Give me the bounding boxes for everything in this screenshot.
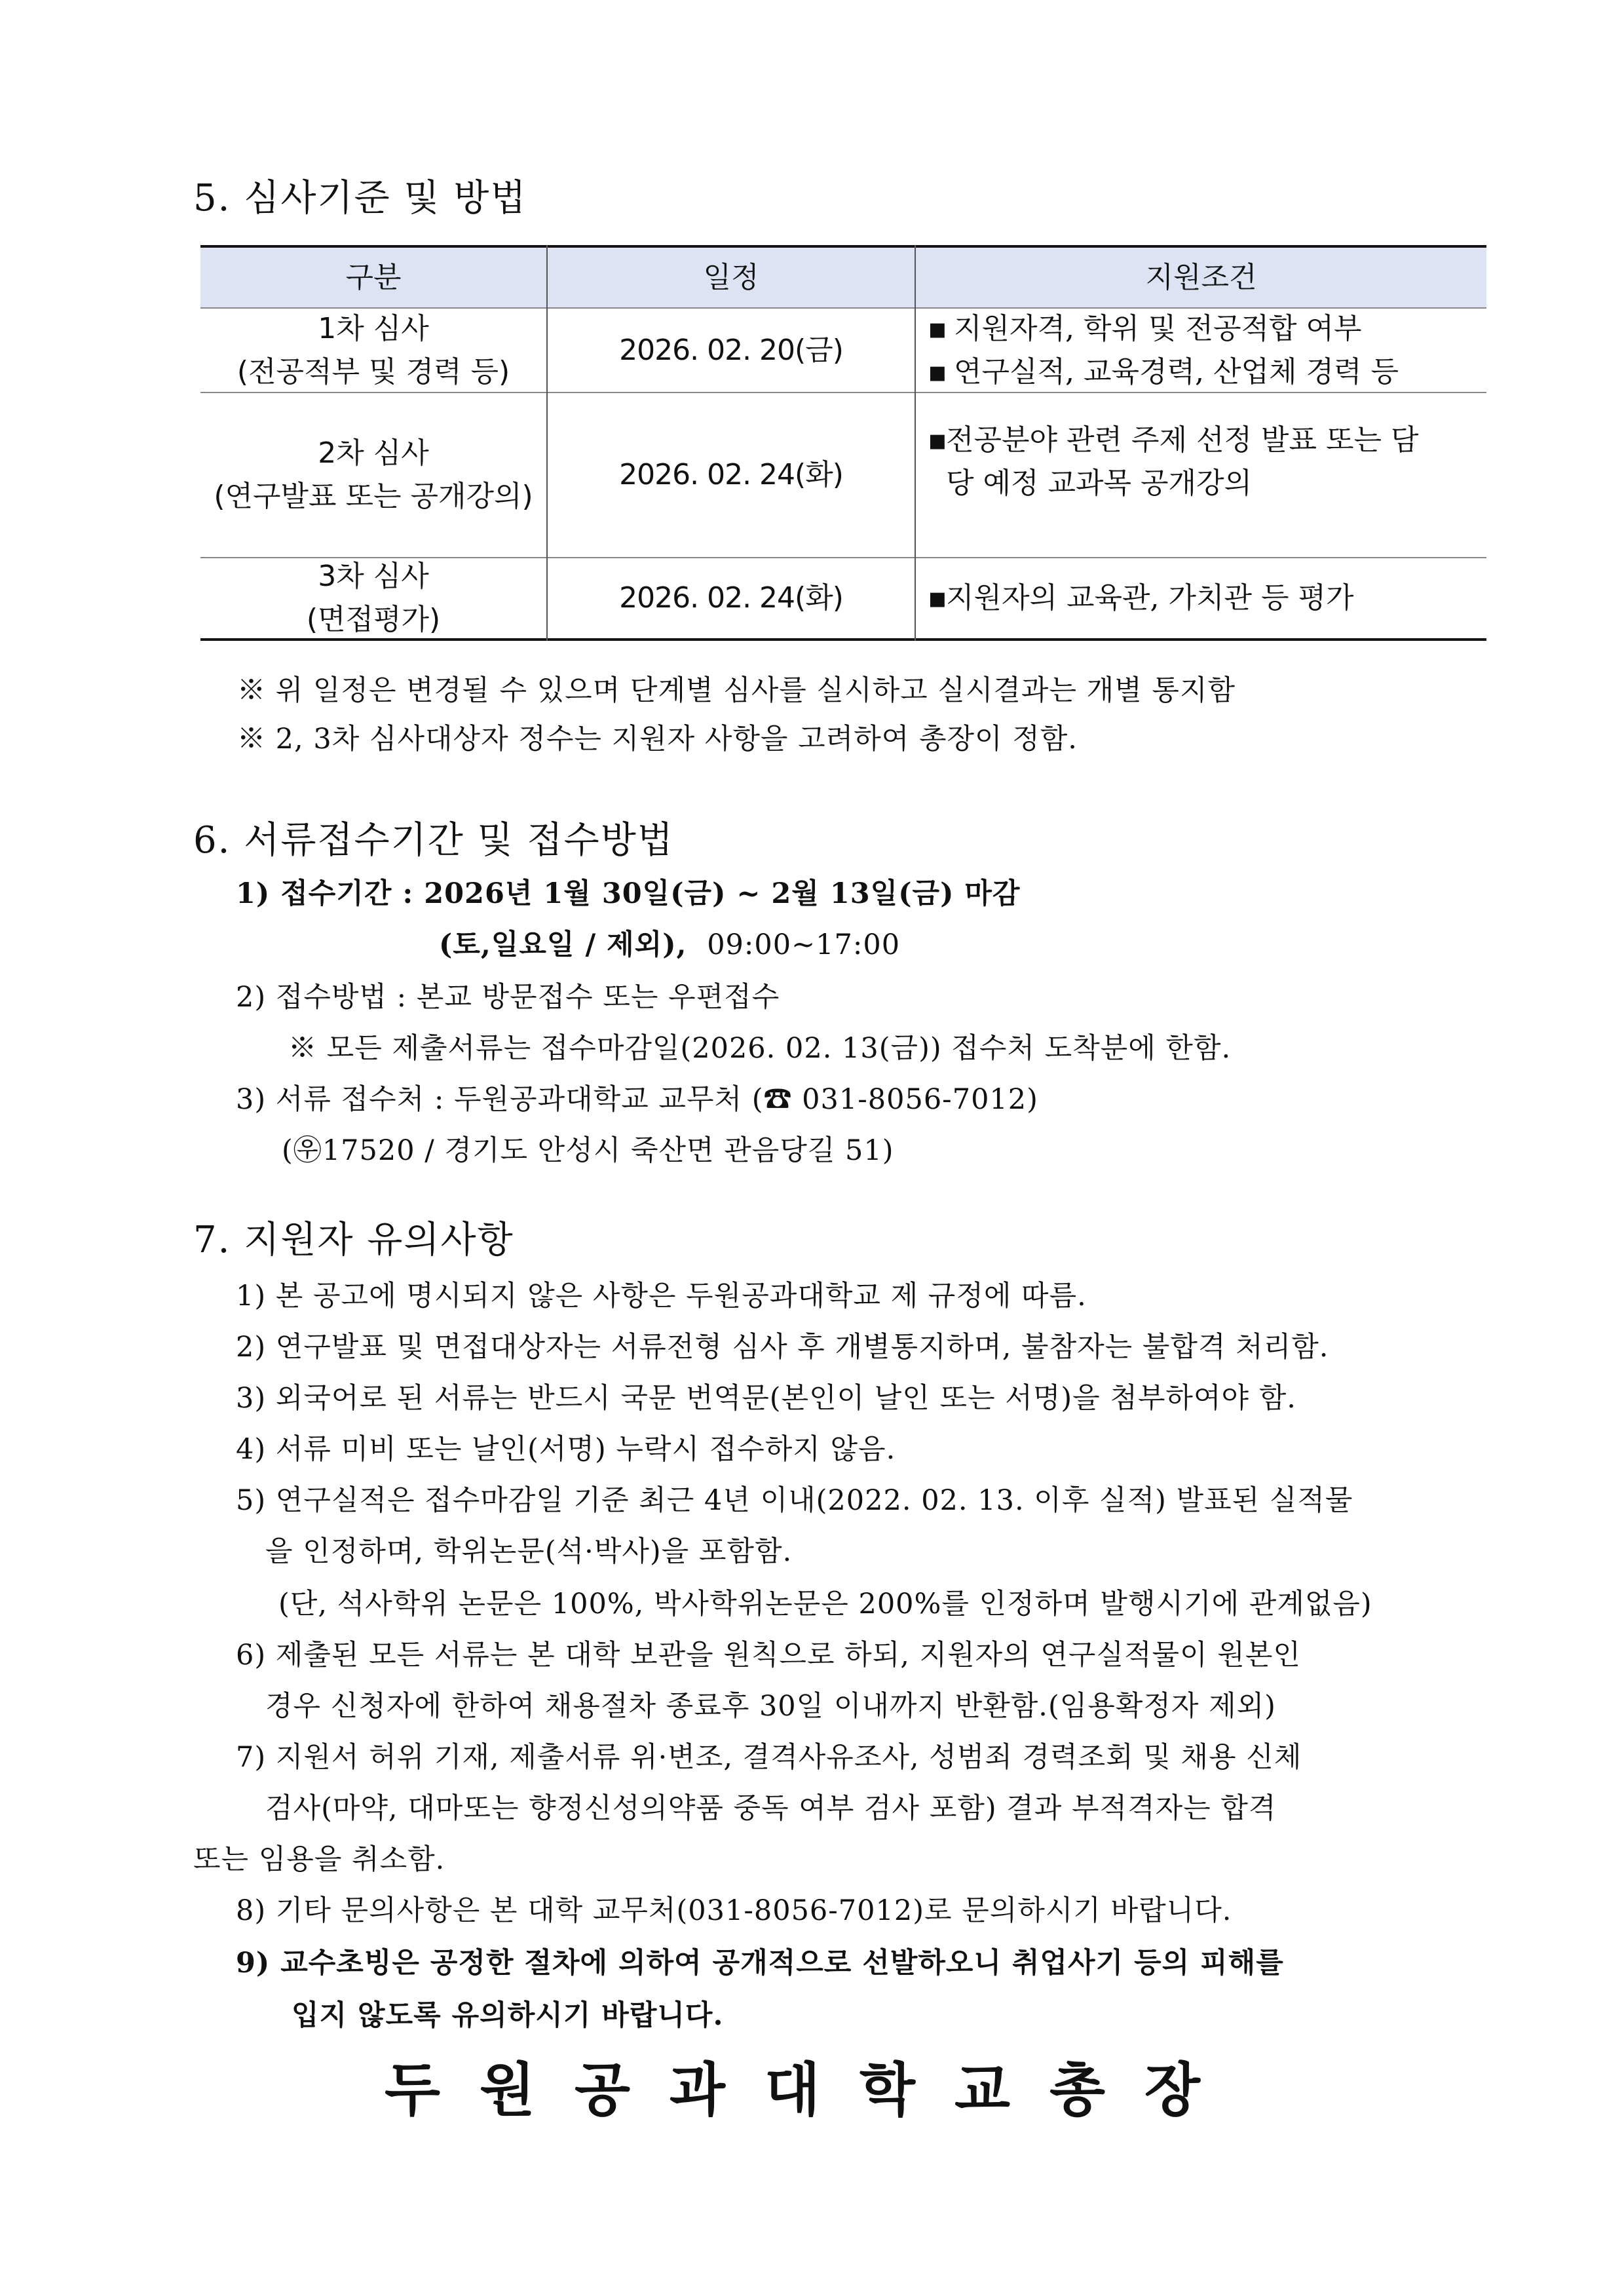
application-method-note: ※ 모든 제출서류는 접수마감일(2026. 02. 13(금)) 접수처 도착분에 한함. [288,1032,1232,1065]
bullet-icon: ▪ [928,311,947,345]
schedule-note-2: ※ 2, 3차 심사대상자 정수는 지원자 사항을 고려하여 총장이 정함. [237,723,1078,756]
header-schedule: 일정 [703,260,759,294]
bullet-icon: ▪ [928,423,947,457]
notice-item: 1) 본 공고에 명시되지 않은 사항은 두원공과대학교 제 규정에 따름. [236,1280,1087,1312]
notice-item-warning: 9) 교수초빙은 공정한 절차에 의하여 공개적으로 선발하오니 취업사기 등의 피해를 [236,1947,1284,1980]
condition-item-continued: 당 예정 교과목 공개강의 [946,467,1252,500]
stage-desc: (연구발표 또는 공개강의) [214,480,533,513]
notice-item: 3) 외국어로 된 서류는 반드시 국문 번역문(본인이 날인 또는 서명)을 첨부하여야 함. [236,1382,1296,1415]
schedule-note-1: ※ 위 일정은 변경될 수 있으며 단계별 심사를 실시하고 실시결과는 개별 통지함 [237,674,1236,707]
application-place: 3) 서류 접수처 : 두원공과대학교 교무처 (☎ 031-8056-7012) [236,1083,1038,1116]
table-row-2-conditions [928,393,1478,531]
stage-name: 1차 심사 [318,311,429,345]
review-schedule-table [200,245,1486,641]
condition-item: ▪ 전공분야 관련 주제 선정 발표 또는 담 [928,419,1418,462]
notice-item: 2) 연구발표 및 면접대상자는 서류전형 심사 후 개별통지하며, 불참자는 불합격 처리함. [236,1331,1329,1364]
table-row-2-date: 2026. 02. 24(화) [619,458,843,491]
office-hours: 09:00~17:00 [707,928,901,961]
bullet-icon: ▪ [928,581,947,615]
table-row-3-stage [200,558,546,638]
table-row-3-date: 2026. 02. 24(화) [619,581,843,615]
application-address: (㉾17520 / 경기도 안성시 죽산면 관음당길 51) [282,1134,894,1167]
table-row-1-stage [200,309,546,392]
notice-item: 5) 연구실적은 접수마감일 기준 최근 4년 이내(2022. 02. 13. 이후 실적) 발표된 실적물 [236,1484,1353,1517]
notice-item: 6) 제출된 모든 서류는 본 대학 보관을 원칙으로 하되, 지원자의 연구실적물이 원본인 [236,1639,1301,1672]
notice-item-warning-continued: 입지 않도록 유의하시기 바랍니다. [292,1999,724,2032]
notice-item-continued: 을 인정하며, 학위논문(석·박사)을 포함함. [265,1535,793,1568]
section-7-title: 7. 지원자 유의사항 [193,1219,514,1261]
notice-item-continued: 경우 신청자에 한하여 채용절차 종료후 30일 이내까지 반환함.(임용확정자 제외) [265,1690,1276,1723]
stage-name: 2차 심사 [318,436,429,470]
notice-item-continued: 또는 임용을 취소함. [193,1843,445,1876]
notice-item: 4) 서류 미비 또는 날인(서명) 누락시 접수하지 않음. [236,1433,896,1466]
condition-item: ▪ 지원자의 교육관, 가치관 등 평가 [928,577,1353,620]
condition-item: ▪ 연구실적, 교육경력, 산업체 경력 등 [928,351,1399,394]
application-method: 2) 접수방법 : 본교 방문접수 또는 우편접수 [236,981,780,1014]
notice-item: 8) 기타 문의사항은 본 대학 교무처(031-8056-7012)로 문의하시기 바랍니다. [236,1894,1232,1927]
condition-item: ▪ 지원자격, 학위 및 전공적합 여부 [928,307,1361,351]
excluded-days: (토,일요일 / 제외), [439,928,687,961]
president-signature: 두원공과대학교총장 [384,2056,1240,2124]
header-conditions: 지원조건 [1145,260,1257,294]
table-row-3-conditions [928,558,1478,638]
notice-item-continued: (단, 석사학위 논문은 100%, 박사학위논문은 200%를 인정하며 발행시기에 관계없음) [278,1588,1372,1620]
table-row-1-date: 2026. 02. 20(금) [619,333,843,367]
table-row-1-conditions [928,309,1478,392]
stage-name: 3차 심사 [318,560,429,593]
table-row-2-stage [200,393,546,557]
section-6-title: 6. 서류접수기간 및 접수방법 [193,819,674,862]
application-period-exceptions [439,923,900,963]
notice-item-continued: 검사(마약, 대마또는 향정신성의약품 중독 여부 검사 포함) 결과 부적격자는 합격 [265,1792,1277,1825]
application-period: 1) 접수기간 : 2026년 1월 30일(금) ~ 2월 13일(금) 마감 [236,877,1021,910]
bullet-icon: ▪ [928,354,947,389]
stage-desc: (면접평가) [306,603,441,636]
section-5-title: 5. 심사기준 및 방법 [193,177,527,220]
header-category: 구분 [345,260,402,294]
notice-item: 7) 지원서 허위 기재, 제출서류 위·변조, 결격사유조사, 성범죄 경력조회 및 채용 신체 [236,1741,1302,1774]
stage-desc: (전공적부 및 경력 등) [236,354,510,389]
